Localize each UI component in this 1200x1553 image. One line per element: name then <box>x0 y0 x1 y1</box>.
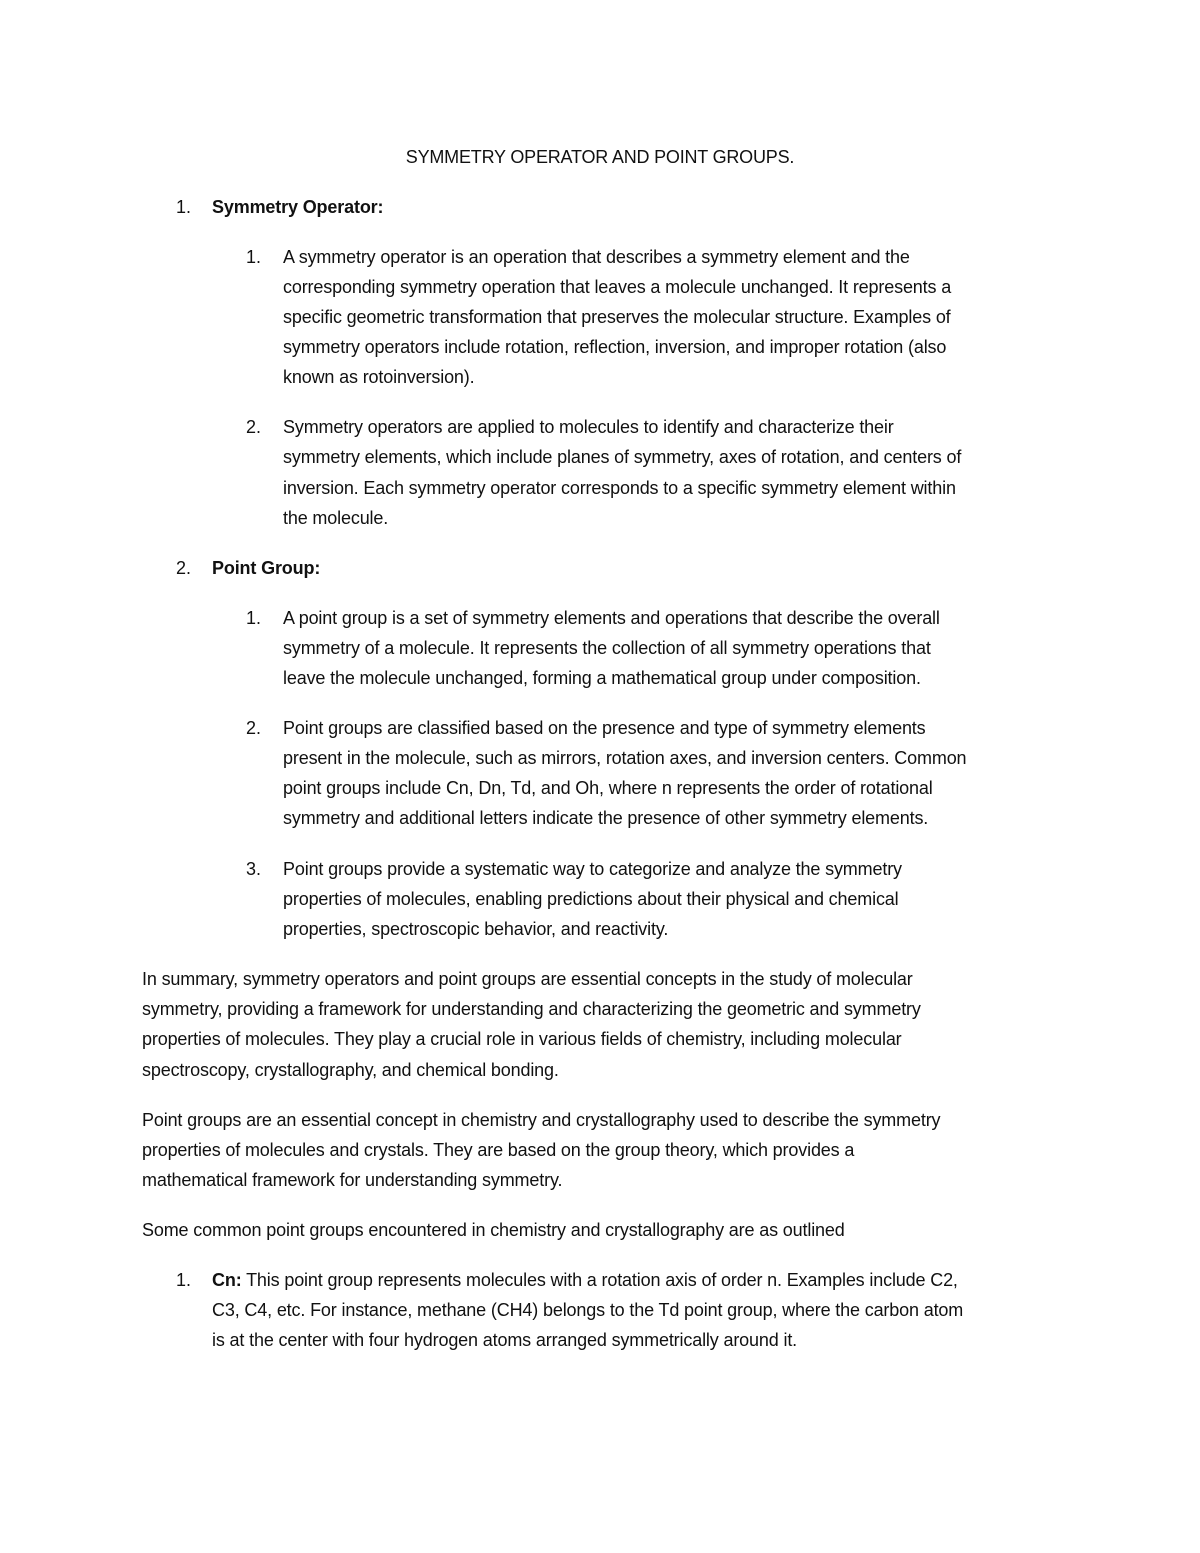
summary-paragraph-line: properties of molecules. They play a crucial role in various fields of chemistry, including molecular <box>142 1029 902 1049</box>
section-1-item-1-line: corresponding symmetry operation that leaves a molecule unchanged. It represents a <box>283 277 952 297</box>
cn-term: Cn: <box>212 1270 242 1290</box>
section-1-heading: Symmetry Operator: <box>212 197 384 217</box>
section-2-number: 2. <box>176 558 192 578</box>
point-groups-paragraph-line: Point groups are an essential concept in chemistry and crystallography used to describe the symmetry <box>142 1110 941 1130</box>
point-groups-paragraph-line: properties of molecules and crystals. They are based on the group theory, which provides a <box>142 1140 855 1160</box>
section-1-item-1-line: symmetry operators include rotation, reflection, inversion, and improper rotation (also <box>283 337 947 357</box>
section-1-item-1-number: 1. <box>246 247 262 267</box>
section-2-item-1-line: leave the molecule unchanged, forming a mathematical group under composition. <box>283 668 921 688</box>
section-2-item-3-line: properties, spectroscopic behavior, and reactivity. <box>283 919 669 939</box>
section-2-item-3-number: 3. <box>246 859 262 879</box>
cn-item-first-line <box>212 1265 958 1295</box>
section-1-item-2-line: the molecule. <box>283 508 389 528</box>
point-groups-paragraph-line: mathematical framework for understanding symmetry. <box>142 1170 563 1190</box>
section-2-item-3-line: properties of molecules, enabling predictions about their physical and chemical <box>283 889 899 909</box>
section-2-item-1-line: A point group is a set of symmetry elements and operations that describe the overall <box>283 608 940 628</box>
section-2-item-2-line: Point groups are classified based on the presence and type of symmetry elements <box>283 718 926 738</box>
section-1-number: 1. <box>176 197 192 217</box>
section-2-heading: Point Group: <box>212 558 321 578</box>
section-2-item-1-number: 1. <box>246 608 262 628</box>
cn-item-line: C3, C4, etc. For instance, methane (CH4) belongs to the Td point group, where the carbon atom <box>212 1300 964 1320</box>
summary-paragraph-line: symmetry, providing a framework for understanding and characterizing the geometric and symmetry <box>142 999 921 1019</box>
section-1-item-1-line: known as rotoinversion). <box>283 367 475 387</box>
section-2-item-2-line: symmetry and additional letters indicate the presence of other symmetry elements. <box>283 808 929 828</box>
document-title: SYMMETRY OPERATOR AND POINT GROUPS. <box>405 147 795 167</box>
section-1-item-2-line: inversion. Each symmetry operator corresponds to a specific symmetry element within <box>283 478 956 498</box>
summary-paragraph-line: In summary, symmetry operators and point groups are essential concepts in the study of molecular <box>142 969 913 989</box>
cn-item-line: is at the center with four hydrogen atoms arranged symmetrically around it. <box>212 1330 798 1350</box>
cn-item-number: 1. <box>176 1270 192 1290</box>
section-1-item-1-line: specific geometric transformation that preserves the molecular structure. Examples of <box>283 307 951 327</box>
section-1-item-2-number: 2. <box>246 417 262 437</box>
cn-item-first-line-text: This point group represents molecules with a rotation axis of order n. Examples include C2, <box>241 1270 958 1290</box>
section-1-item-2-line: symmetry elements, which include planes of symmetry, axes of rotation, and centers of <box>283 447 962 467</box>
section-2-item-3-line: Point groups provide a systematic way to categorize and analyze the symmetry <box>283 859 902 879</box>
common-point-groups-intro: Some common point groups encountered in chemistry and crystallography are as outlined <box>142 1220 845 1240</box>
section-2-item-2-number: 2. <box>246 718 262 738</box>
section-2-item-2-line: point groups include Cn, Dn, Td, and Oh, where n represents the order of rotational <box>283 778 933 798</box>
section-1-item-2-line: Symmetry operators are applied to molecules to identify and characterize their <box>283 417 894 437</box>
section-2-item-2-line: present in the molecule, such as mirrors, rotation axes, and inversion centers. Common <box>283 748 967 768</box>
section-1-item-1-line: A symmetry operator is an operation that describes a symmetry element and the <box>283 247 910 267</box>
summary-paragraph-line: spectroscopy, crystallography, and chemical bonding. <box>142 1060 559 1080</box>
section-2-item-1-line: symmetry of a molecule. It represents the collection of all symmetry operations that <box>283 638 931 658</box>
